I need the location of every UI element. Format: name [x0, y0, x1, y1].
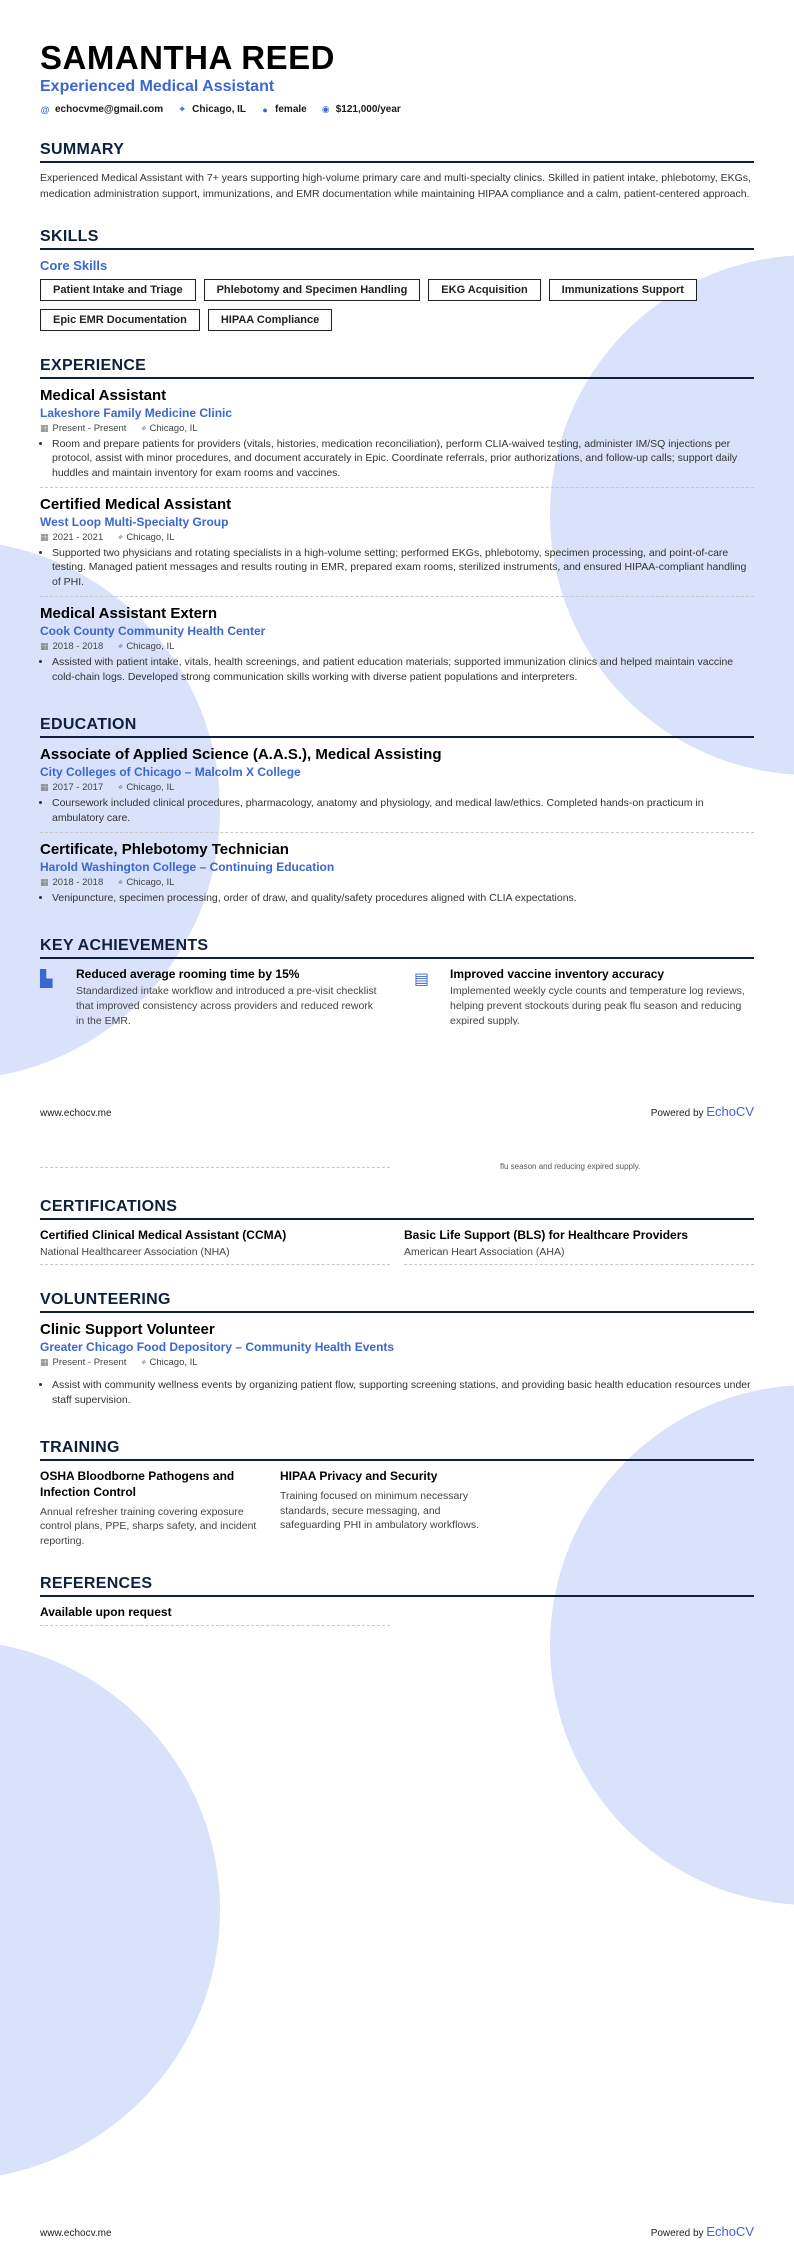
contact-gender: ● female	[260, 104, 307, 115]
section-title-skills: SKILLS	[40, 228, 754, 250]
page-overflow-remnant	[40, 1160, 754, 1174]
certifications-list	[40, 1228, 754, 1265]
summary-text: Experienced Medical Assistant with 7+ years supporting high-volume primary care and multi-specialty clinics. Skilled in patient intake, phlebotomy, EKGs, medication administration support, immunizations, and EMR documentation while maintaining HIPAA compliance and a calm, patient-centered approach.	[40, 172, 751, 200]
certifications-section	[40, 1198, 754, 1265]
section-title-certifications: CERTIFICATIONS	[40, 1198, 754, 1220]
map-pin-icon: ⌖	[117, 782, 123, 793]
job-location: ⌖ Chicago, IL	[117, 640, 175, 652]
certification-issuer: American Heart Association (AHA)	[404, 1246, 565, 1258]
training-desc: Annual refresher training covering exposure control plans, PPE, sharps safety, and incident reporting.	[40, 1505, 257, 1547]
candidate-title: Experienced Medical Assistant	[40, 78, 275, 96]
job-location: ⌖ Chicago, IL	[117, 531, 175, 543]
achievement-item	[414, 967, 754, 1028]
job-title: Medical Assistant	[40, 386, 167, 404]
summary-section	[40, 141, 754, 201]
training-title: OSHA Bloodborne Pathogens and Infection Control	[40, 1469, 235, 1499]
page-footer	[40, 2224, 754, 2239]
candidate-name: SAMANTHA REED	[40, 39, 335, 76]
calendar-icon: ▦	[40, 876, 49, 887]
money-icon: ◉	[321, 104, 330, 115]
volunteer-role: Clinic Support Volunteer	[40, 1321, 215, 1338]
clipboard-icon: ▤	[414, 971, 430, 989]
calendar-icon: ▦	[40, 1357, 49, 1367]
certification-item	[40, 1228, 390, 1265]
page-footer	[40, 1104, 754, 1119]
education-section	[40, 716, 754, 911]
education-meta	[40, 877, 754, 888]
remnant-text: flu season and reducing expired supply.	[500, 1162, 641, 1171]
job-title: Certified Medical Assistant	[40, 495, 232, 513]
calendar-icon: ▦	[40, 531, 49, 542]
employer: Cook County Community Health Center	[40, 623, 266, 638]
skills-list	[40, 279, 754, 331]
achievement-title: Reduced average rooming time by 15%	[76, 967, 300, 982]
job-dates: ▦ 2021 - 2021	[40, 531, 104, 543]
footer-powered: Powered by EchoCV	[650, 2224, 754, 2239]
footer-brand: EchoCV	[706, 1104, 754, 1119]
footer-site-link[interactable]: www.echocv.me	[40, 1108, 112, 1119]
education-location: ⌖ Chicago, IL	[117, 876, 175, 888]
section-title-experience: EXPERIENCE	[40, 357, 754, 379]
school: Harold Washington College – Continuing Education	[40, 859, 335, 874]
certification-item	[404, 1228, 754, 1265]
experience-section	[40, 357, 754, 691]
section-title-references: REFERENCES	[40, 1575, 754, 1597]
school: City Colleges of Chicago – Malcolm X College	[40, 765, 301, 780]
certification-title: Basic Life Support (BLS) for Healthcare Providers	[404, 1228, 689, 1242]
resume-page-2	[0, 1123, 794, 2246]
footer-powered: Powered by EchoCV	[650, 1104, 754, 1119]
map-pin-icon: ⌖	[117, 876, 123, 887]
section-title-achievements: KEY ACHIEVEMENTS	[40, 937, 754, 959]
certification-title: Certified Clinical Medical Assistant (CCMA)	[40, 1228, 287, 1242]
map-pin-icon: ⌖	[140, 1357, 146, 1367]
job-bullet: • Supported two physicians and rotating specialists in a high-volume setting; performed EKGs, phlebotomy, specimen processing, and point-of-care testing. Managed patient messages and results routing in EMR, prepared exam rooms, sterilized instruments, and ensured HIPAA-compliant handling of PHI.	[52, 546, 754, 590]
education-bullet: • Coursework included clinical procedures, pharmacology, anatomy and physiology, and medical law/ethics. Completed hands-on practicum in ambulatory care.	[52, 796, 754, 825]
skill-tag: EKG Acquisition	[428, 279, 540, 301]
education-item	[40, 841, 754, 912]
map-pin-icon: ⌖	[117, 531, 123, 542]
job-meta	[40, 532, 754, 543]
volunteer-dates: ▦ Present - Present	[40, 1357, 127, 1368]
employer: West Loop Multi-Specialty Group	[40, 514, 229, 529]
job-dates: ▦ Present - Present	[40, 422, 127, 434]
contact-bar	[40, 104, 754, 115]
training-section	[40, 1439, 754, 1548]
map-pin-icon: ⌖	[179, 104, 185, 115]
job-dates: ▦ 2018 - 2018	[40, 640, 104, 652]
skill-tag: Immunizations Support	[549, 279, 697, 301]
education-bullet: • Venipuncture, specimen processing, order of draw, and quality/safety procedures aligned with CLIA expectations.	[52, 891, 754, 906]
section-title-training: TRAINING	[40, 1439, 754, 1461]
section-title-summary: SUMMARY	[40, 141, 754, 163]
achievement-title: Improved vaccine inventory accuracy	[450, 967, 665, 982]
footer-brand: EchoCV	[706, 2224, 754, 2239]
employer: Lakeshore Family Medicine Clinic	[40, 405, 233, 420]
footer-site-link[interactable]: www.echocv.me	[40, 2228, 112, 2239]
calendar-icon: ▦	[40, 782, 49, 793]
skills-section	[40, 228, 754, 331]
education-dates: ▦ 2017 - 2017	[40, 782, 104, 794]
volunteering-item	[40, 1321, 754, 1413]
volunteer-location: ⌖ Chicago, IL	[140, 1357, 198, 1368]
section-title-volunteering: VOLUNTEERING	[40, 1291, 754, 1313]
contact-salary: ◉ $121,000/year	[321, 104, 401, 116]
experience-item	[40, 496, 754, 597]
person-icon: ●	[262, 104, 268, 115]
calendar-icon: ▦	[40, 640, 49, 651]
contact-location: ⌖ Chicago, IL	[177, 104, 246, 115]
degree-title: Certificate, Phlebotomy Technician	[40, 840, 289, 858]
experience-item	[40, 605, 754, 690]
achievement-desc: Implemented weekly cycle counts and temperature log reviews, helping prevent stockouts during peak flu season and reducing expired supply.	[450, 985, 745, 1026]
job-bullet: • Assisted with patient intake, vitals, health screenings, and patient education materials; supported immunization clinics and helped maintain vaccine cold-chain logs. Developed strong communication skills working with diverse patient populations and interpreters.	[52, 655, 754, 684]
references-section	[40, 1575, 754, 1626]
achievements-list	[40, 967, 754, 1028]
achievement-desc: Standardized intake workflow and introduced a pre-visit checklist that improved consistency across providers and reduced rework in the EMR.	[76, 985, 377, 1027]
training-title: HIPAA Privacy and Security	[280, 1469, 438, 1484]
training-item	[280, 1469, 500, 1548]
building-icon: ▙	[40, 971, 53, 989]
education-dates: ▦ 2018 - 2018	[40, 876, 104, 888]
map-pin-icon: ⌖	[140, 422, 146, 433]
at-icon: @	[40, 104, 50, 115]
skill-tag: Phlebotomy and Specimen Handling	[204, 279, 421, 301]
certification-issuer: National Healthcareer Association (NHA)	[40, 1246, 230, 1258]
volunteering-section	[40, 1291, 754, 1413]
references-text: Available upon request	[40, 1605, 390, 1626]
training-desc: Training focused on minimum necessary standards, secure messaging, and safeguarding PHI in ambulatory workflows.	[280, 1489, 480, 1532]
contact-email[interactable]: @ echocvme@gmail.com	[40, 104, 164, 116]
volunteer-meta	[40, 1357, 754, 1368]
education-item	[40, 746, 754, 832]
skill-tag: Patient Intake and Triage	[40, 279, 196, 301]
education-meta	[40, 782, 754, 793]
experience-item	[40, 387, 754, 488]
volunteer-org: Greater Chicago Food Depository – Community Health Events	[40, 1340, 395, 1354]
training-list	[40, 1469, 754, 1548]
job-bullet: • Room and prepare patients for providers (vitals, histories, medication reconciliation), perform CLIA-waived testing, administer IM/SQ injections per protocol, assist with minor procedures, and document accurately in Epic. Coordinate referrals, prior authorizations, and follow-up calls; support daily huddles and maintain inventory for exam rooms and vaccines.	[52, 437, 754, 481]
skill-tag: Epic EMR Documentation	[40, 309, 200, 331]
achievement-item	[40, 967, 380, 1028]
volunteer-bullet: • Assist with community wellness events by organizing patient flow, supporting screening stations, and providing basic health education resources under staff supervision.	[52, 1378, 754, 1407]
section-title-education: EDUCATION	[40, 716, 754, 738]
calendar-icon: ▦	[40, 422, 49, 433]
map-pin-icon: ⌖	[117, 640, 123, 651]
job-location: ⌖ Chicago, IL	[140, 422, 198, 434]
remnant-divider	[40, 1167, 390, 1168]
achievements-section	[40, 937, 754, 1028]
job-meta	[40, 423, 754, 434]
skill-tag: HIPAA Compliance	[208, 309, 332, 331]
job-title: Medical Assistant Extern	[40, 604, 218, 622]
degree-title: Associate of Applied Science (A.A.S.), Medical Assisting	[40, 746, 442, 764]
job-meta	[40, 641, 754, 652]
training-item	[40, 1469, 260, 1548]
education-location: ⌖ Chicago, IL	[117, 782, 175, 794]
skills-subheading: Core Skills	[40, 257, 108, 273]
